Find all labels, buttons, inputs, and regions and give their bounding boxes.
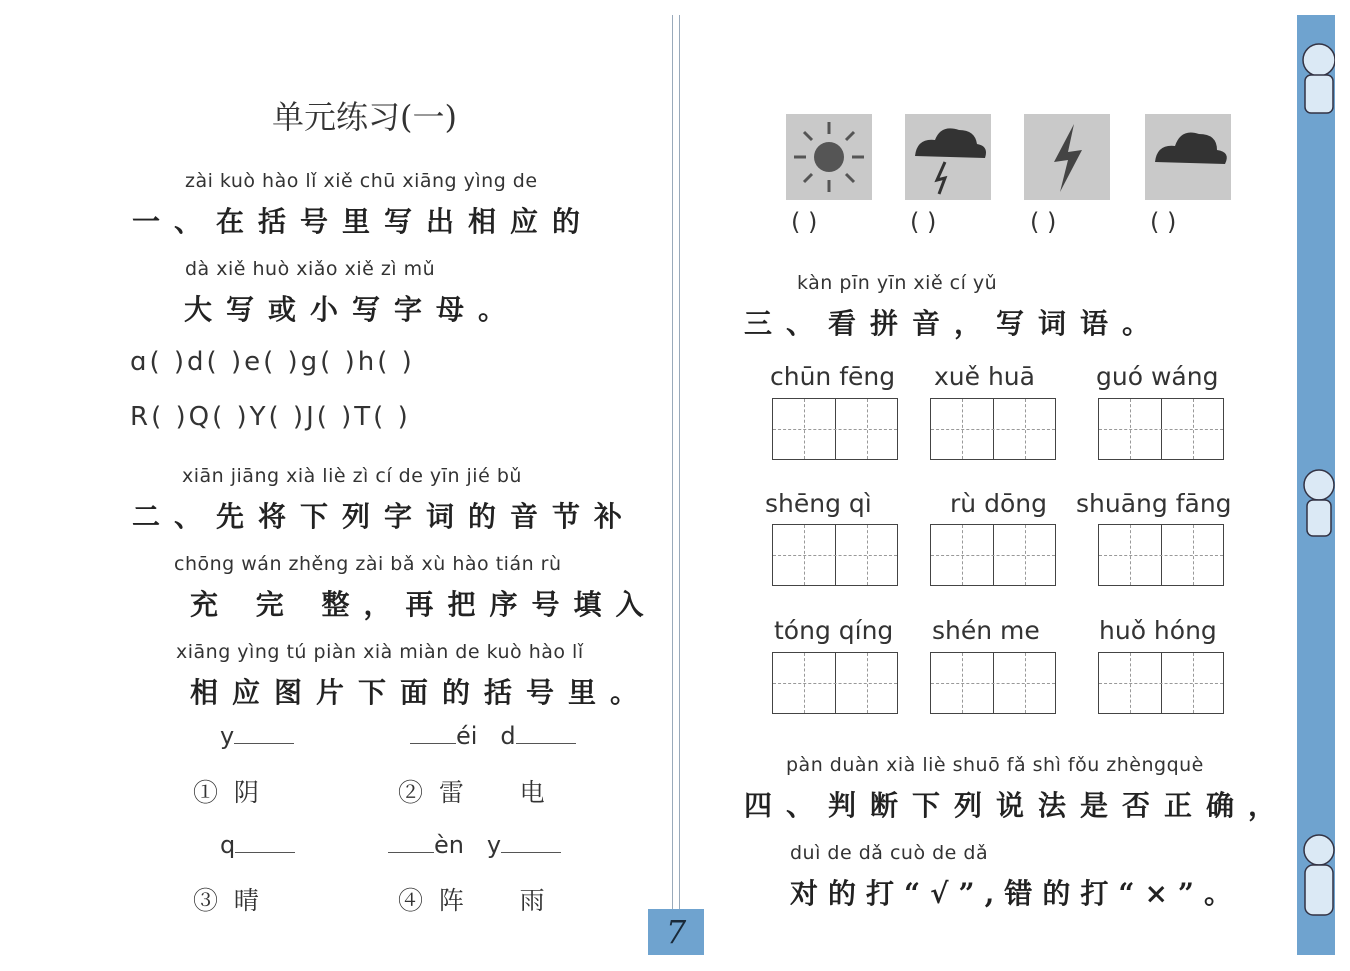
- word-pinyin-3: guó wáng: [1096, 362, 1219, 391]
- sec1-line-1: 一、在括号里写出相应的: [132, 205, 595, 238]
- blank-4[interactable]: èn y: [388, 831, 561, 859]
- thunder-rain-cloud-icon: [905, 114, 991, 200]
- word-pinyin-1: chūn fēng: [770, 362, 896, 391]
- sec1-pinyin-2: dà xiě huò xiǎo xiě zì mǔ: [185, 258, 436, 280]
- sec2-line-1: 二、先将下列字词的音节补: [132, 500, 637, 533]
- sun-icon: [786, 114, 872, 200]
- picture-answer-1[interactable]: ( ): [791, 208, 818, 236]
- sec2-pinyin-3: xiāng yìng tú piàn xià miàn de kuò hào lǐ: [176, 641, 584, 663]
- sec4-pinyin-1: pàn duàn xià liè shuō fǎ shì fǒu zhèngquè: [786, 754, 1204, 776]
- word-pinyin-2: xuě huā: [934, 362, 1035, 391]
- word-pinyin-6: shuāng fāng: [1076, 489, 1232, 518]
- option-2: ② 雷 电: [398, 778, 545, 807]
- blank-2[interactable]: éi d: [410, 722, 576, 750]
- sec4-line-2: 对的打“√”,错的打“×”。: [790, 877, 1243, 910]
- option-3: ③ 晴: [193, 886, 259, 915]
- sec2-pinyin-1: xiān jiāng xià liè zì cí de yīn jié bǔ: [182, 465, 522, 487]
- lightning-icon: [1024, 114, 1110, 200]
- writing-grid-4[interactable]: [772, 524, 898, 586]
- lowercase-row: ɑ( )d( )e( )g( )h( ): [130, 347, 415, 377]
- cartoon-character-icon: [1297, 15, 1335, 955]
- uppercase-row: R( )Q( )Y( )J( )T( ): [130, 402, 411, 432]
- writing-grid-9[interactable]: [1098, 652, 1224, 714]
- book-spine: [672, 15, 680, 955]
- word-pinyin-5: rù dōng: [950, 489, 1047, 518]
- sec1-line-2: 大写或小写字母。: [184, 293, 521, 326]
- word-pinyin-4: shēng qì: [765, 489, 872, 518]
- picture-answer-3[interactable]: ( ): [1030, 208, 1057, 236]
- option-1: ① 阴: [193, 778, 259, 807]
- sec3-pinyin: kàn pīn yīn xiě cí yǔ: [797, 272, 998, 294]
- writing-grid-5[interactable]: [930, 524, 1056, 586]
- sec1-pinyin-1: zài kuò hào lǐ xiě chū xiāng yìng de: [185, 170, 538, 192]
- sec4-pinyin-2: duì de dǎ cuò de dǎ: [790, 842, 989, 864]
- word-pinyin-7: tóng qíng: [774, 616, 894, 645]
- word-pinyin-9: huǒ hóng: [1099, 616, 1217, 645]
- writing-grid-3[interactable]: [1098, 398, 1224, 460]
- dark-cloud-icon: [1145, 114, 1231, 200]
- writing-grid-2[interactable]: [930, 398, 1056, 460]
- sec4-line-1: 四、判断下列说法是否正确，: [744, 789, 1291, 822]
- sec3-line: 三、看拼音，写词语。: [744, 307, 1165, 340]
- writing-grid-7[interactable]: [772, 652, 898, 714]
- blank-1[interactable]: y: [220, 722, 294, 750]
- writing-grid-8[interactable]: [930, 652, 1056, 714]
- writing-grid-6[interactable]: [1098, 524, 1224, 586]
- page-number: 7: [648, 909, 704, 955]
- sec2-line-3: 相应图片下面的括号里。: [190, 676, 653, 709]
- sec2-line-2: 充 完 整，再把序号填入: [190, 588, 658, 621]
- word-pinyin-8: shén me: [932, 616, 1040, 645]
- page-title: 单元练习(一): [272, 98, 457, 136]
- picture-answer-4[interactable]: ( ): [1150, 208, 1177, 236]
- writing-grid-1[interactable]: [772, 398, 898, 460]
- option-4: ④ 阵 雨: [398, 886, 545, 915]
- picture-answer-2[interactable]: ( ): [910, 208, 937, 236]
- blank-3[interactable]: q: [220, 831, 295, 859]
- decorative-sidebar: [1297, 15, 1335, 955]
- sec2-pinyin-2: chōng wán zhěng zài bǎ xù hào tián rù: [174, 553, 562, 575]
